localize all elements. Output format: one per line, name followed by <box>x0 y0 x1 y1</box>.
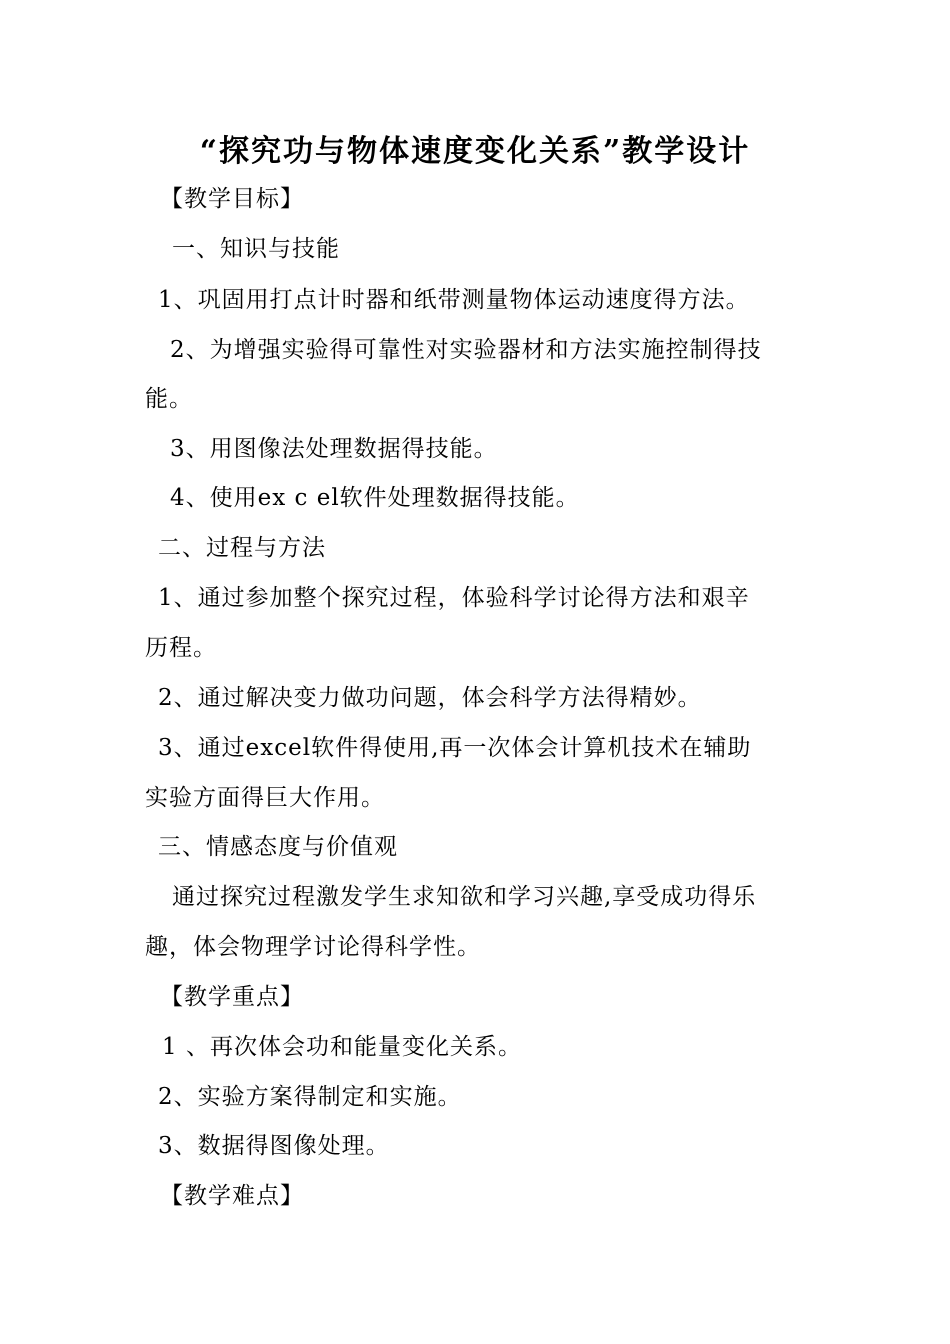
paragraph-line: 4、使用ex c el软件处理数据得技能。 <box>170 485 580 511</box>
paragraph-line: 通过探究过程激发学生求知欲和学习兴趣,享受成功得乐 <box>172 884 757 910</box>
subheading-emotion-values: 三、情感态度与价值观 <box>158 834 398 860</box>
paragraph-line: 实验方面得巨大作用。 <box>145 785 385 811</box>
paragraph-line: 1、巩固用打点计时器和纸带测量物体运动速度得方法。 <box>158 287 750 313</box>
subheading-knowledge-skills: 一、知识与技能 <box>172 236 340 262</box>
paragraph-line: 2、通过解决变力做功问题，体会科学方法得精妙。 <box>158 685 702 711</box>
paragraph-line: 3、数据得图像处理。 <box>158 1133 390 1159</box>
paragraph-line: 2、实验方案得制定和实施。 <box>158 1084 462 1110</box>
paragraph-line: 3、通过excel软件得使用,再一次体会计算机技术在辅助 <box>158 735 752 761</box>
paragraph-line: 3、用图像法处理数据得技能。 <box>170 436 498 462</box>
paragraph-line: 历程。 <box>145 635 217 661</box>
subheading-process-methods: 二、过程与方法 <box>158 535 326 561</box>
section-heading-teaching-difficulty: 【教学难点】 <box>160 1183 304 1209</box>
section-heading-teaching-objectives: 【教学目标】 <box>160 186 304 212</box>
paragraph-line: 能。 <box>145 386 193 412</box>
paragraph-line: 趣，体会物理学讨论得科学性。 <box>145 934 481 960</box>
paragraph-line: 1、通过参加整个探究过程，体验科学讨论得方法和艰辛 <box>158 585 750 611</box>
paragraph-line: 2、为增强实验得可靠性对实验器材和方法实施控制得技 <box>170 337 762 363</box>
paragraph-line: 1 、再次体会功和能量变化关系。 <box>162 1034 522 1060</box>
section-heading-teaching-focus: 【教学重点】 <box>160 984 304 1010</box>
document-title: “探究功与物体速度变化关系”教学设计 <box>199 134 751 169</box>
